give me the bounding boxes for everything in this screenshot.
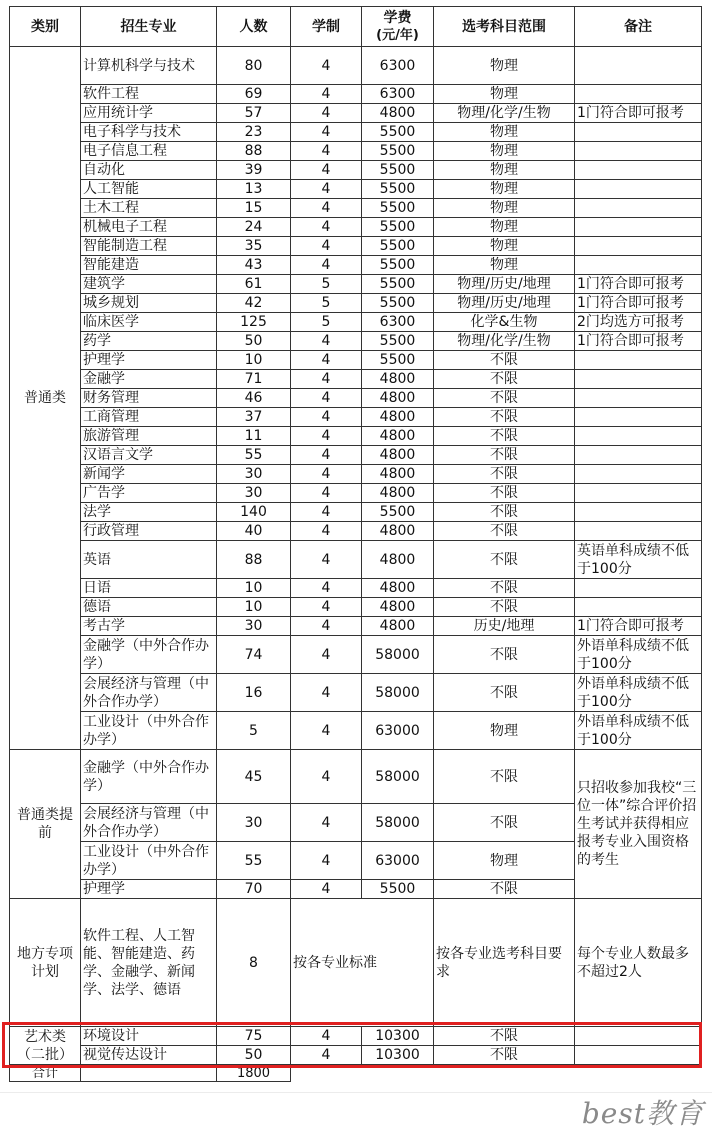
subjects-cell: 不限 — [434, 503, 575, 522]
table-row — [10, 218, 702, 237]
table-row — [10, 294, 702, 313]
table-row — [10, 465, 702, 484]
subjects-cell: 历史/地理 — [434, 617, 575, 636]
subjects-cell: 不限 — [434, 351, 575, 370]
count-cell: 50 — [217, 1046, 291, 1065]
fee-cell: 5500 — [362, 218, 434, 237]
subjects-cell: 化学&生物 — [434, 313, 575, 332]
major-cell: 工商管理 — [81, 408, 217, 427]
table-row — [10, 123, 702, 142]
count-cell: 55 — [217, 446, 291, 465]
table-row — [10, 522, 702, 541]
years-cell: 4 — [291, 541, 362, 579]
subjects-cell: 物理 — [434, 85, 575, 104]
fee-cell: 4800 — [362, 370, 434, 389]
fee-cell: 4800 — [362, 389, 434, 408]
notes-cell: 1门符合即可报考 — [575, 104, 702, 123]
major-cell: 护理学 — [81, 880, 217, 899]
subjects-cell: 不限 — [434, 408, 575, 427]
major-cell: 电子科学与技术 — [81, 123, 217, 142]
count-cell: 75 — [217, 1027, 291, 1046]
fee-cell: 4800 — [362, 408, 434, 427]
notes-cell — [575, 161, 702, 180]
notes-cell — [575, 237, 702, 256]
notes-cell — [575, 85, 702, 104]
count-cell: 40 — [217, 522, 291, 541]
subjects-cell: 物理 — [434, 712, 575, 750]
notes-cell: 只招收参加我校“三位一体”综合评价招生考试并获得相应报考专业入围资格的考生 — [575, 750, 702, 899]
count-cell: 125 — [217, 313, 291, 332]
fee-cell: 5500 — [362, 351, 434, 370]
count-cell: 74 — [217, 636, 291, 674]
table-row — [10, 256, 702, 275]
fee-cell: 5500 — [362, 503, 434, 522]
header-fee-line1: 学费 — [383, 9, 412, 26]
admission-table — [9, 6, 702, 1082]
table-row — [10, 674, 702, 712]
count-cell: 57 — [217, 104, 291, 123]
major-cell: 考古学 — [81, 617, 217, 636]
major-cell: 土木工程 — [81, 199, 217, 218]
years-cell: 4 — [291, 47, 362, 85]
years-cell: 4 — [291, 256, 362, 275]
major-cell: 视觉传达设计 — [81, 1046, 217, 1065]
fee-cell: 10300 — [362, 1046, 434, 1065]
fee-cell: 4800 — [362, 484, 434, 503]
count-cell: 45 — [217, 750, 291, 804]
subjects-cell: 物理 — [434, 842, 575, 880]
table-row — [10, 237, 702, 256]
count-cell: 42 — [217, 294, 291, 313]
years-cell: 4 — [291, 427, 362, 446]
table-row — [10, 142, 702, 161]
years-cell: 4 — [291, 617, 362, 636]
subjects-cell: 不限 — [434, 484, 575, 503]
count-cell: 70 — [217, 880, 291, 899]
header-category: 类别 — [10, 7, 81, 47]
years-cell: 4 — [291, 237, 362, 256]
years-cell: 4 — [291, 85, 362, 104]
notes-cell — [575, 180, 702, 199]
years-cell: 4 — [291, 161, 362, 180]
major-cell: 计算机科学与技术 — [81, 47, 217, 85]
subjects-cell: 物理 — [434, 180, 575, 199]
major-cell: 法学 — [81, 503, 217, 522]
notes-cell — [575, 503, 702, 522]
subjects-cell: 物理 — [434, 256, 575, 275]
subjects-cell: 不限 — [434, 370, 575, 389]
category-cell: 普通类 — [10, 47, 81, 750]
subjects-cell: 物理 — [434, 161, 575, 180]
fee-cell: 5500 — [362, 142, 434, 161]
years-cell: 5 — [291, 275, 362, 294]
table-row — [10, 332, 702, 351]
count-cell: 69 — [217, 85, 291, 104]
table-row — [10, 47, 702, 85]
table-row — [10, 427, 702, 446]
years-fee-cell: 按各专业标准 — [291, 899, 434, 1027]
notes-cell — [575, 370, 702, 389]
major-cell: 广告学 — [81, 484, 217, 503]
years-cell: 4 — [291, 123, 362, 142]
subjects-cell: 不限 — [434, 598, 575, 617]
major-cell: 药学 — [81, 332, 217, 351]
notes-cell: 每个专业人数最多不超过2人 — [575, 899, 702, 1027]
table-row — [10, 351, 702, 370]
table-row — [10, 313, 702, 332]
subjects-cell: 不限 — [434, 880, 575, 899]
fee-cell: 5500 — [362, 237, 434, 256]
major-cell: 应用统计学 — [81, 104, 217, 123]
notes-cell — [575, 598, 702, 617]
count-cell: 30 — [217, 804, 291, 842]
fee-cell: 5500 — [362, 256, 434, 275]
years-cell: 4 — [291, 199, 362, 218]
count-cell: 16 — [217, 674, 291, 712]
notes-cell: 英语单科成绩不低于100分 — [575, 541, 702, 579]
header-fee-line2: (元/年) — [376, 27, 419, 43]
subjects-cell: 物理/化学/生物 — [434, 104, 575, 123]
notes-cell — [575, 256, 702, 275]
fee-cell: 6300 — [362, 85, 434, 104]
major-cell: 电子信息工程 — [81, 142, 217, 161]
table-row — [10, 85, 702, 104]
fee-cell: 58000 — [362, 674, 434, 712]
years-cell: 4 — [291, 503, 362, 522]
major-cell: 金融学（中外合作办学） — [81, 750, 217, 804]
watermark: best教育 — [581, 1097, 704, 1130]
total-label: 合计 — [10, 1065, 81, 1082]
major-cell: 新闻学 — [81, 465, 217, 484]
subjects-cell: 物理/历史/地理 — [434, 275, 575, 294]
count-cell: 88 — [217, 142, 291, 161]
major-cell: 自动化 — [81, 161, 217, 180]
fee-cell: 58000 — [362, 636, 434, 674]
count-cell: 15 — [217, 199, 291, 218]
years-cell: 4 — [291, 351, 362, 370]
years-cell: 4 — [291, 408, 362, 427]
count-cell: 5 — [217, 712, 291, 750]
major-cell: 会展经济与管理（中外合作办学） — [81, 674, 217, 712]
fee-cell: 4800 — [362, 617, 434, 636]
notes-cell: 外语单科成绩不低于100分 — [575, 674, 702, 712]
table-row — [10, 636, 702, 674]
fee-cell: 6300 — [362, 313, 434, 332]
subjects-cell: 物理 — [434, 142, 575, 161]
count-cell: 55 — [217, 842, 291, 880]
header-fee — [362, 7, 434, 47]
fee-cell: 5500 — [362, 880, 434, 899]
fee-cell: 5500 — [362, 332, 434, 351]
years-cell: 4 — [291, 389, 362, 408]
table-row — [10, 712, 702, 750]
notes-cell — [575, 579, 702, 598]
fee-cell: 4800 — [362, 104, 434, 123]
table-row — [10, 541, 702, 579]
years-cell: 4 — [291, 484, 362, 503]
years-cell: 4 — [291, 598, 362, 617]
fee-cell: 5500 — [362, 275, 434, 294]
count-cell: 71 — [217, 370, 291, 389]
years-cell: 4 — [291, 1046, 362, 1065]
notes-cell — [575, 522, 702, 541]
fee-cell: 4800 — [362, 427, 434, 446]
major-cell: 财务管理 — [81, 389, 217, 408]
subjects-cell: 不限 — [434, 579, 575, 598]
header-major: 招生专业 — [81, 7, 217, 47]
major-cell: 智能建造 — [81, 256, 217, 275]
table-row — [10, 503, 702, 522]
years-cell: 5 — [291, 313, 362, 332]
major-cell: 智能制造工程 — [81, 237, 217, 256]
total-count: 1800 — [217, 1065, 291, 1082]
years-cell: 4 — [291, 712, 362, 750]
years-cell: 4 — [291, 804, 362, 842]
table-row — [10, 104, 702, 123]
years-cell: 4 — [291, 218, 362, 237]
major-cell: 软件工程 — [81, 85, 217, 104]
table-row — [10, 446, 702, 465]
major-cell: 会展经济与管理（中外合作办学） — [81, 804, 217, 842]
table-row — [10, 617, 702, 636]
count-cell: 37 — [217, 408, 291, 427]
notes-cell: 外语单科成绩不低于100分 — [575, 636, 702, 674]
major-cell: 软件工程、人工智能、智能建造、药学、金融学、新闻学、法学、德语 — [81, 899, 217, 1027]
subjects-cell: 不限 — [434, 541, 575, 579]
table-row — [10, 484, 702, 503]
major-cell: 金融学（中外合作办学） — [81, 636, 217, 674]
count-cell: 50 — [217, 332, 291, 351]
notes-cell — [575, 142, 702, 161]
fee-cell: 5500 — [362, 123, 434, 142]
major-cell: 英语 — [81, 541, 217, 579]
count-cell: 8 — [217, 899, 291, 1027]
subjects-cell: 物理/历史/地理 — [434, 294, 575, 313]
major-cell: 工业设计（中外合作办学） — [81, 712, 217, 750]
header-subjects: 选考科目范围 — [434, 7, 575, 47]
notes-cell — [575, 123, 702, 142]
notes-cell — [575, 389, 702, 408]
fee-cell: 4800 — [362, 522, 434, 541]
count-cell: 11 — [217, 427, 291, 446]
years-cell: 4 — [291, 180, 362, 199]
count-cell: 24 — [217, 218, 291, 237]
fee-cell: 58000 — [362, 750, 434, 804]
count-cell: 10 — [217, 598, 291, 617]
years-cell: 4 — [291, 465, 362, 484]
fee-cell: 4800 — [362, 579, 434, 598]
subjects-cell: 按各专业选考科目要求 — [434, 899, 575, 1027]
years-cell: 4 — [291, 104, 362, 123]
table-row — [10, 199, 702, 218]
fee-cell: 5500 — [362, 294, 434, 313]
major-cell: 行政管理 — [81, 522, 217, 541]
years-cell: 4 — [291, 674, 362, 712]
subjects-cell: 不限 — [434, 1027, 575, 1046]
fee-cell: 4800 — [362, 541, 434, 579]
notes-cell: 2门均选方可报考 — [575, 313, 702, 332]
category-cell: 艺术类（二批） — [10, 1027, 81, 1065]
major-cell: 德语 — [81, 598, 217, 617]
notes-cell: 1门符合即可报考 — [575, 617, 702, 636]
table-row — [10, 598, 702, 617]
table-row — [10, 370, 702, 389]
major-cell: 工业设计（中外合作办学） — [81, 842, 217, 880]
table-row — [10, 579, 702, 598]
notes-cell — [575, 351, 702, 370]
fee-cell: 58000 — [362, 804, 434, 842]
fee-cell: 6300 — [362, 47, 434, 85]
table-row — [10, 161, 702, 180]
category-cell: 普通类提前 — [10, 750, 81, 899]
table-row — [10, 180, 702, 199]
major-cell: 城乡规划 — [81, 294, 217, 313]
years-cell: 4 — [291, 880, 362, 899]
major-cell: 汉语言文学 — [81, 446, 217, 465]
count-cell: 39 — [217, 161, 291, 180]
major-cell: 旅游管理 — [81, 427, 217, 446]
fee-cell: 63000 — [362, 842, 434, 880]
subjects-cell: 不限 — [434, 674, 575, 712]
subjects-cell: 不限 — [434, 446, 575, 465]
header-count: 人数 — [217, 7, 291, 47]
fee-cell: 5500 — [362, 199, 434, 218]
major-cell: 临床医学 — [81, 313, 217, 332]
subjects-cell: 不限 — [434, 636, 575, 674]
years-cell: 4 — [291, 1027, 362, 1046]
notes-cell: 外语单科成绩不低于100分 — [575, 712, 702, 750]
major-cell: 建筑学 — [81, 275, 217, 294]
count-cell: 13 — [217, 180, 291, 199]
notes-cell — [575, 218, 702, 237]
fee-cell: 4800 — [362, 598, 434, 617]
notes-cell — [575, 408, 702, 427]
notes-cell — [575, 446, 702, 465]
count-cell: 88 — [217, 541, 291, 579]
fee-cell: 10300 — [362, 1027, 434, 1046]
subjects-cell: 物理 — [434, 218, 575, 237]
subjects-cell: 不限 — [434, 1046, 575, 1065]
table-body — [10, 47, 702, 1082]
subjects-cell: 物理/化学/生物 — [434, 332, 575, 351]
notes-cell — [575, 465, 702, 484]
table-row — [10, 275, 702, 294]
major-cell: 金融学 — [81, 370, 217, 389]
table-row — [10, 408, 702, 427]
years-cell: 4 — [291, 142, 362, 161]
count-cell: 10 — [217, 351, 291, 370]
count-cell: 80 — [217, 47, 291, 85]
subjects-cell: 物理 — [434, 123, 575, 142]
count-cell: 46 — [217, 389, 291, 408]
header-row — [10, 7, 702, 47]
years-cell: 4 — [291, 579, 362, 598]
subjects-cell: 不限 — [434, 427, 575, 446]
count-cell: 30 — [217, 484, 291, 503]
notes-cell — [575, 199, 702, 218]
table-row — [10, 899, 702, 1027]
major-cell: 护理学 — [81, 351, 217, 370]
table-row — [10, 750, 702, 804]
subjects-cell: 物理 — [434, 237, 575, 256]
years-cell: 4 — [291, 522, 362, 541]
count-cell: 61 — [217, 275, 291, 294]
table-row — [10, 389, 702, 408]
notes-cell — [575, 427, 702, 446]
fee-cell: 5500 — [362, 161, 434, 180]
count-cell: 23 — [217, 123, 291, 142]
notes-cell: 1门符合即可报考 — [575, 294, 702, 313]
count-cell: 30 — [217, 617, 291, 636]
major-cell: 机械电子工程 — [81, 218, 217, 237]
years-cell: 5 — [291, 294, 362, 313]
header-notes: 备注 — [575, 7, 702, 47]
highlight-box — [2, 1022, 702, 1068]
subjects-cell: 不限 — [434, 389, 575, 408]
fee-cell: 4800 — [362, 446, 434, 465]
years-cell: 4 — [291, 370, 362, 389]
subjects-cell: 物理 — [434, 47, 575, 85]
subjects-cell: 物理 — [434, 199, 575, 218]
years-cell: 4 — [291, 636, 362, 674]
notes-cell — [575, 484, 702, 503]
count-cell: 10 — [217, 579, 291, 598]
subjects-cell: 不限 — [434, 522, 575, 541]
subjects-cell: 不限 — [434, 750, 575, 804]
fee-cell: 4800 — [362, 465, 434, 484]
years-cell: 4 — [291, 446, 362, 465]
years-cell: 4 — [291, 842, 362, 880]
count-cell: 43 — [217, 256, 291, 275]
notes-cell — [575, 47, 702, 85]
count-cell: 140 — [217, 503, 291, 522]
fee-cell: 63000 — [362, 712, 434, 750]
fee-cell: 5500 — [362, 180, 434, 199]
major-cell: 环境设计 — [81, 1027, 217, 1046]
subjects-cell: 不限 — [434, 465, 575, 484]
notes-cell: 1门符合即可报考 — [575, 275, 702, 294]
count-cell: 35 — [217, 237, 291, 256]
count-cell: 30 — [217, 465, 291, 484]
years-cell: 4 — [291, 332, 362, 351]
subjects-cell: 不限 — [434, 804, 575, 842]
notes-cell: 1门符合即可报考 — [575, 332, 702, 351]
major-cell: 人工智能 — [81, 180, 217, 199]
years-cell: 4 — [291, 750, 362, 804]
header-years: 学制 — [291, 7, 362, 47]
category-cell: 地方专项计划 — [10, 899, 81, 1027]
major-cell: 日语 — [81, 579, 217, 598]
